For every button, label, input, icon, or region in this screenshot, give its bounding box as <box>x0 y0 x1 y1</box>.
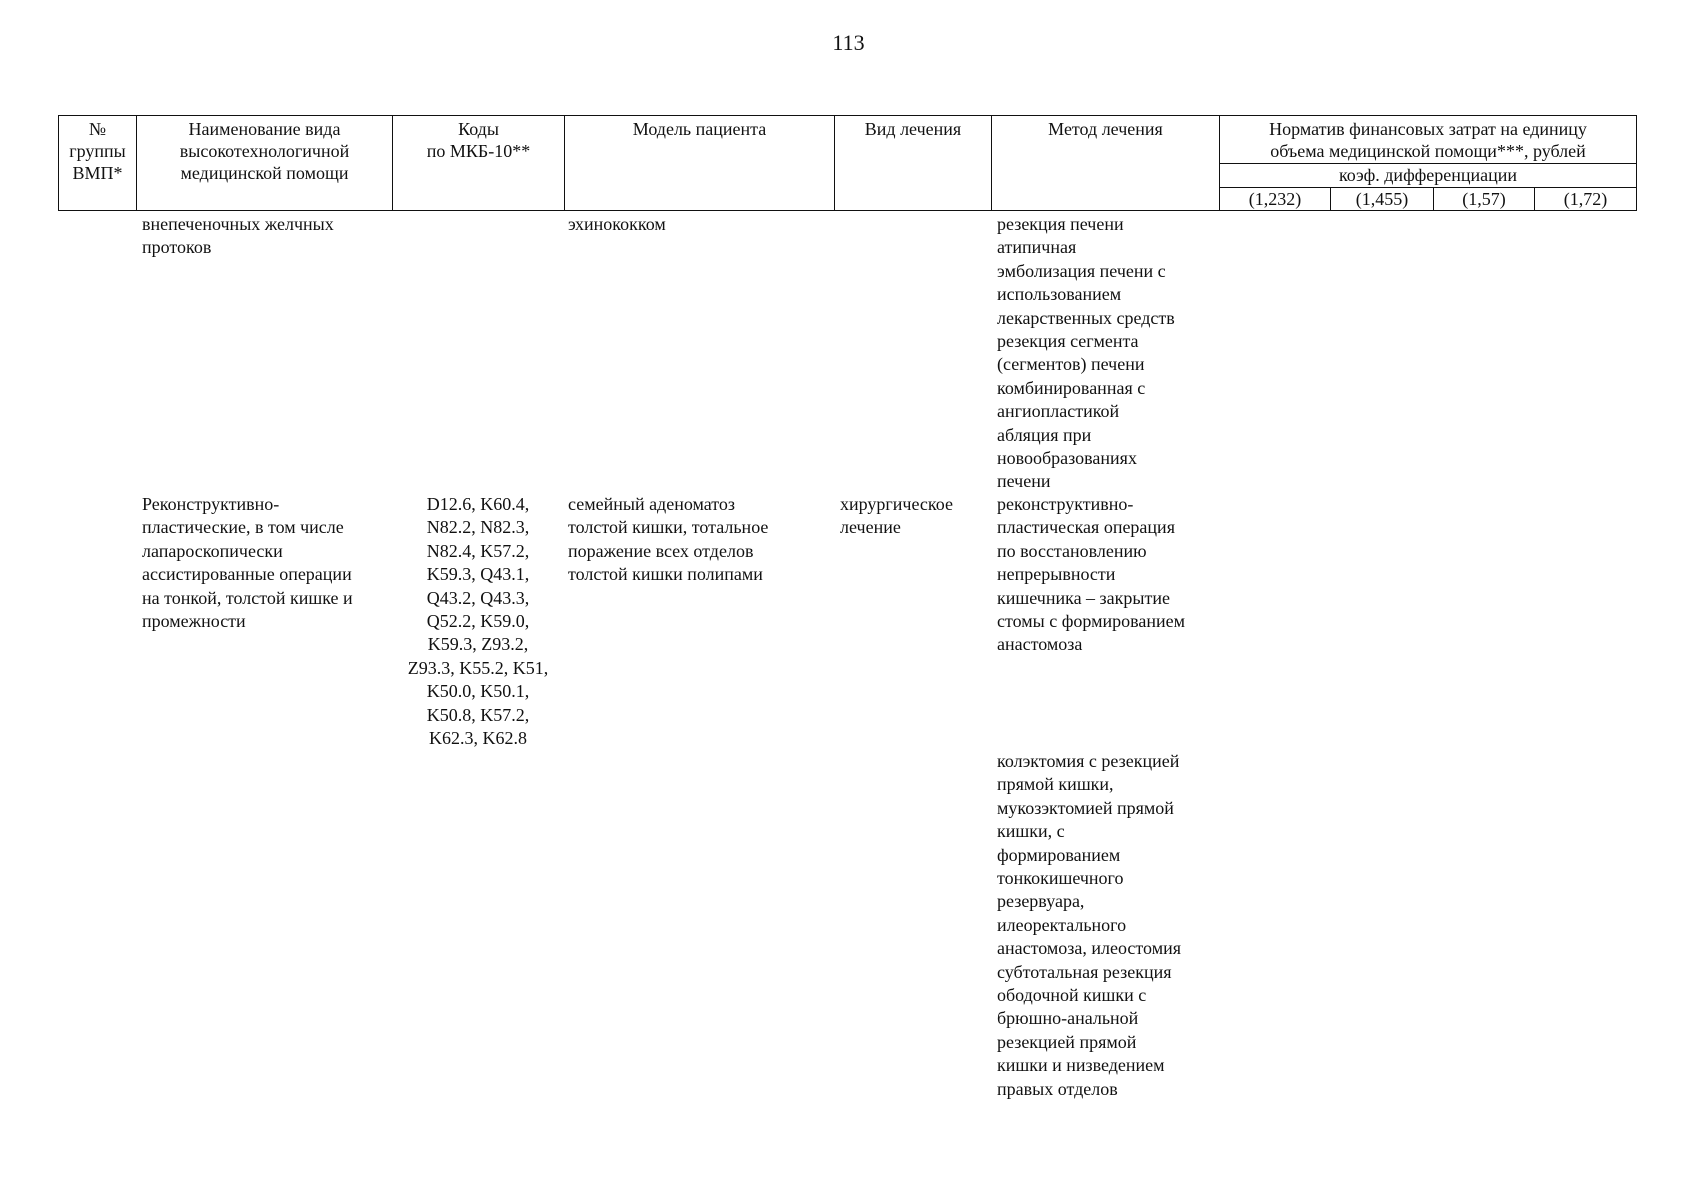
header-treatment-type: Вид лечения <box>835 116 992 211</box>
header-coef-label: коэф. дифференциации <box>1220 164 1637 188</box>
row1-treatment-method: резекция печени атипичная эмболизация печени с использованием лекарственных средств резекция сегмента (сегментов) печени комбинированная с ангиопластикой абляция при новообразованиях печени <box>997 214 1175 492</box>
row2-icd-codes: D12.6, K60.4, N82.2, N82.3, N82.4, K57.2, K59.3, Q43.1, Q43.2, Q43.3, Q52.2, K59.0, K59.3, Z93.2, Z93.3, K55.2, K51, K50.0, K50.1, K50.8, K57.2, K62.3, K62.8 <box>407 494 549 749</box>
table-header <box>58 115 1637 211</box>
header-group-number: № группы ВМП* <box>59 116 137 211</box>
header-financial-norm: Норматив финансовых затрат на единицу объема медицинской помощи***, рублей <box>1220 116 1637 164</box>
header-icd-codes: Коды по МКБ-10** <box>393 116 565 211</box>
row2-care-type-name: Реконструктивно- пластические, в том числе лапароскопически ассистированные операции на тонкой, толстой кишке и промежности <box>142 494 353 632</box>
header-patient-model: Модель пациента <box>565 116 835 211</box>
header-coef-value: (1,57) <box>1434 188 1535 211</box>
row2-treatment-type: хирургическое лечение <box>840 494 953 538</box>
row1-care-type-name: внепеченочных желчных протоков <box>142 214 334 258</box>
header-coef-value: (1,232) <box>1220 188 1331 211</box>
header-coef-value: (1,72) <box>1535 188 1637 211</box>
row2-patient-model: семейный аденоматоз толстой кишки, тотальное поражение всех отделов толстой кишки полипами <box>568 494 769 585</box>
row1-patient-model: эхинококком <box>568 214 666 234</box>
page-number: 113 <box>832 30 865 55</box>
header-care-type-name: Наименование вида высокотехнологичной медицинской помощи <box>137 116 393 211</box>
row2-treatment-method-1: реконструктивно- пластическая операция по восстановлению непрерывности кишечника – закрытие стомы с формированием анастомоза <box>997 494 1186 655</box>
row2-treatment-method-2: колэктомия с резекцией прямой кишки, мукозэктомией прямой кишки, с формированием тонкокишечного резервуара, илеоректального анастомоза, илеостомия субтотальная резекция ободочной кишки с брюшно-анальной резекцией прямой кишки и низведением правых отделов <box>997 751 1182 1099</box>
header-treatment-method: Метод лечения <box>992 116 1220 211</box>
header-coef-value: (1,455) <box>1331 188 1434 211</box>
